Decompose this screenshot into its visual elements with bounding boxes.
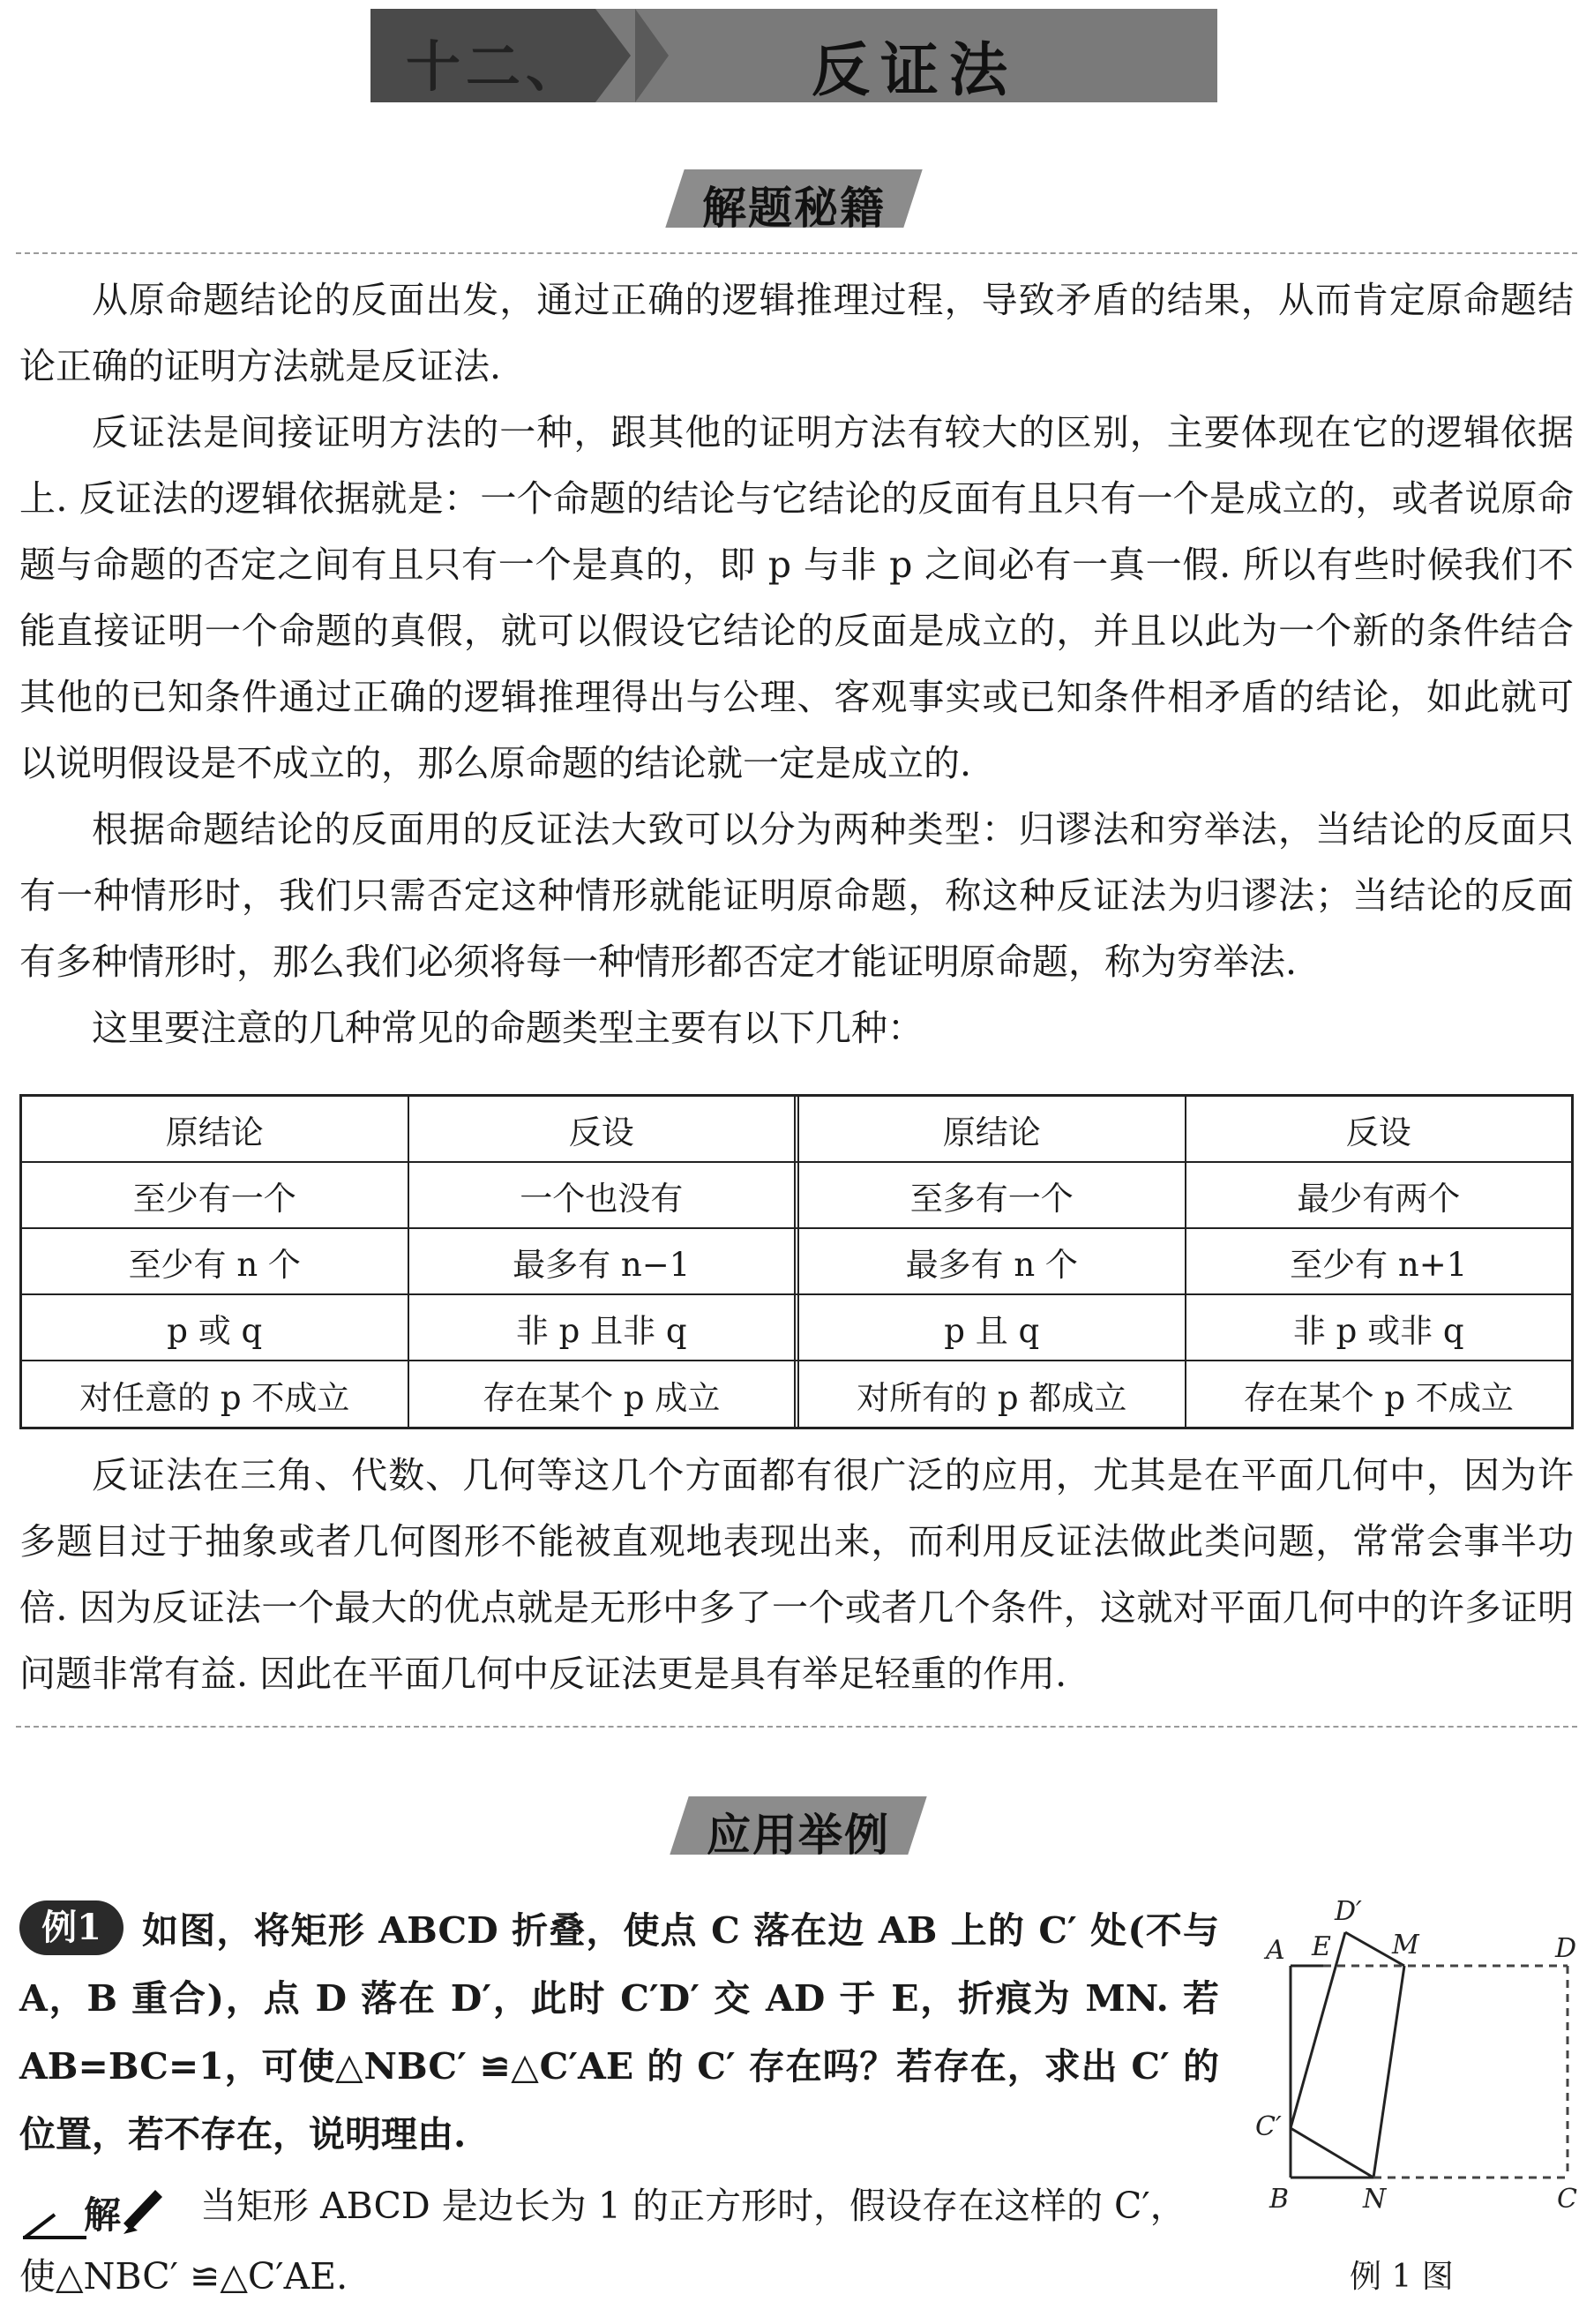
table-cell: p 且 q [799, 1295, 1186, 1360]
banner-chevron-icon [595, 9, 631, 102]
divider [16, 252, 1577, 254]
point-label: A [1266, 1935, 1285, 1966]
section-title: 解题秘籍 [702, 182, 886, 234]
point-label: B [1269, 2184, 1290, 2215]
table-header-row [22, 1097, 1571, 1163]
example-text: 如图，将矩形 ABCD 折叠，使点 C 落在边 AB 上的 C′ 处(不与 A，B 重合)，点 D 落在 D′，此时 C′D′ 交 AD 于 E，折痕为 MN. 若 AB=BC=1，可使△NBC′ ≌△C′AE 的 C′ 存在吗？若存在，求出 C′ 的位置，若不存在，说明理由. [19, 1909, 1219, 2155]
table-cell: 至多有一个 [799, 1163, 1186, 1227]
paragraph: 反证法是间接证明方法的一种，跟其他的证明方法有较大的区别，主要体现在它的逻辑依据上. 反证法的逻辑依据就是：一个命题的结论与它结论的反面有且只有一个是成立的，或者说原命题与命题的否定之间有且只有一个是真的，即 p 与非 p 之间必有一真一假. 所以有些时候我们不能直接证明一个命题的真假，就可以假设它结论的反面是成立的，并且以此为一个新的条件结合其他的已知条件通过正确的逻辑推理得出与公理、客观事实或已知条件相矛盾的结论，如此就可以说明假设是不成立的，那么原命题的结论就一定是成立的. [19, 411, 1574, 784]
divider [16, 1726, 1577, 1728]
point-label: D [1555, 1933, 1577, 1964]
table-cell: 一个也没有 [409, 1163, 800, 1227]
table-cell: 存在某个 p 成立 [409, 1361, 800, 1428]
example-badge: 例1 [19, 1900, 123, 1955]
point-label: C [1557, 2184, 1577, 2215]
table-row [22, 1361, 1571, 1428]
example-problem [19, 1897, 1219, 2169]
chapter-title: 反证法 [812, 35, 1018, 102]
section-header-tips [675, 169, 913, 234]
negation-table [19, 1094, 1574, 1429]
table-header: 原结论 [799, 1097, 1186, 1161]
section-title: 应用举例 [707, 1809, 890, 1861]
paragraph: 根据命题结论的反面用的反证法大致可以分为两种类型：归谬法和穷举法，当结论的反面只有一种情形时，我们只需否定这种情形就能证明原命题，称这种反证法为归谬法；当结论的反面有多种情形时，那么我们必须将每一种情形都否定才能证明原命题，称为穷举法. [19, 808, 1574, 983]
table-cell: 最少有两个 [1297, 1179, 1461, 1218]
point-label: C′ [1255, 2111, 1282, 2142]
table-cell: 对所有的 p 都成立 [799, 1361, 1186, 1428]
table-cell: p 或 q [22, 1295, 409, 1360]
paragraph: 反证法在三角、代数、几何等这几个方面都有很广泛的应用，尤其是在平面几何中，因为许多题目过于抽象或者几何图形不能被直观地表现出来，而利用反证法做此类问题，常常会事半功倍. 因为反证法一个最大的优点就是无形中多了一个或者几个条件，这就对平面几何中的许多证明问题非常有益. 因此在平面几何中反证法更是具有举足轻重的作用. [19, 1454, 1574, 1695]
point-label: N [1363, 2184, 1387, 2215]
intro-text [19, 267, 1574, 1061]
table-cell: 至少有 n 个 [22, 1229, 409, 1293]
table-header: 反设 [1345, 1113, 1411, 1151]
table-cell: 对任意的 p 不成立 [22, 1361, 409, 1428]
table-cell: 非 p 或非 q [1292, 1311, 1464, 1350]
solution-text: 当矩形 ABCD 是边长为 1 的正方形时，假设存在这样的 C′，使△NBC′ ≌△C′AE. [19, 2185, 1186, 2298]
table-cell: 最多有 n 个 [799, 1229, 1186, 1293]
table-header: 反设 [409, 1097, 800, 1161]
application-text [19, 1443, 1574, 1707]
section-header-examples [679, 1796, 917, 1861]
paragraph: 从原命题结论的反面出发，通过正确的逻辑推理过程，导致矛盾的结果，从而肯定原命题结论正确的证明方法就是反证法. [19, 279, 1574, 387]
table-cell: 存在某个 p 不成立 [1243, 1378, 1514, 1417]
example-figure [1248, 1879, 1588, 2223]
table-cell: 非 p 且非 q [409, 1295, 800, 1360]
table-row [22, 1229, 1571, 1295]
paragraph: 这里要注意的几种常见的命题类型主要有以下几种： [92, 1007, 924, 1049]
table-cell: 最多有 n−1 [409, 1229, 800, 1293]
point-label: E [1312, 1931, 1331, 1962]
solution-label: 解 [84, 2193, 122, 2237]
solution-text-block [19, 2170, 1219, 2312]
table-cell: 至少有一个 [22, 1163, 409, 1227]
table-row [22, 1163, 1571, 1229]
table-cell: 至少有 n+1 [1290, 1245, 1468, 1284]
title-banner [370, 9, 1217, 102]
chapter-number: 十二、 [406, 34, 587, 99]
point-label: D′ [1335, 1896, 1362, 1927]
table-header: 原结论 [22, 1097, 409, 1161]
banner-chevron-icon [635, 9, 669, 102]
point-label: M [1392, 1930, 1419, 1960]
table-row [22, 1295, 1571, 1361]
figure-caption: 例 1 图 [1350, 2259, 1454, 2295]
